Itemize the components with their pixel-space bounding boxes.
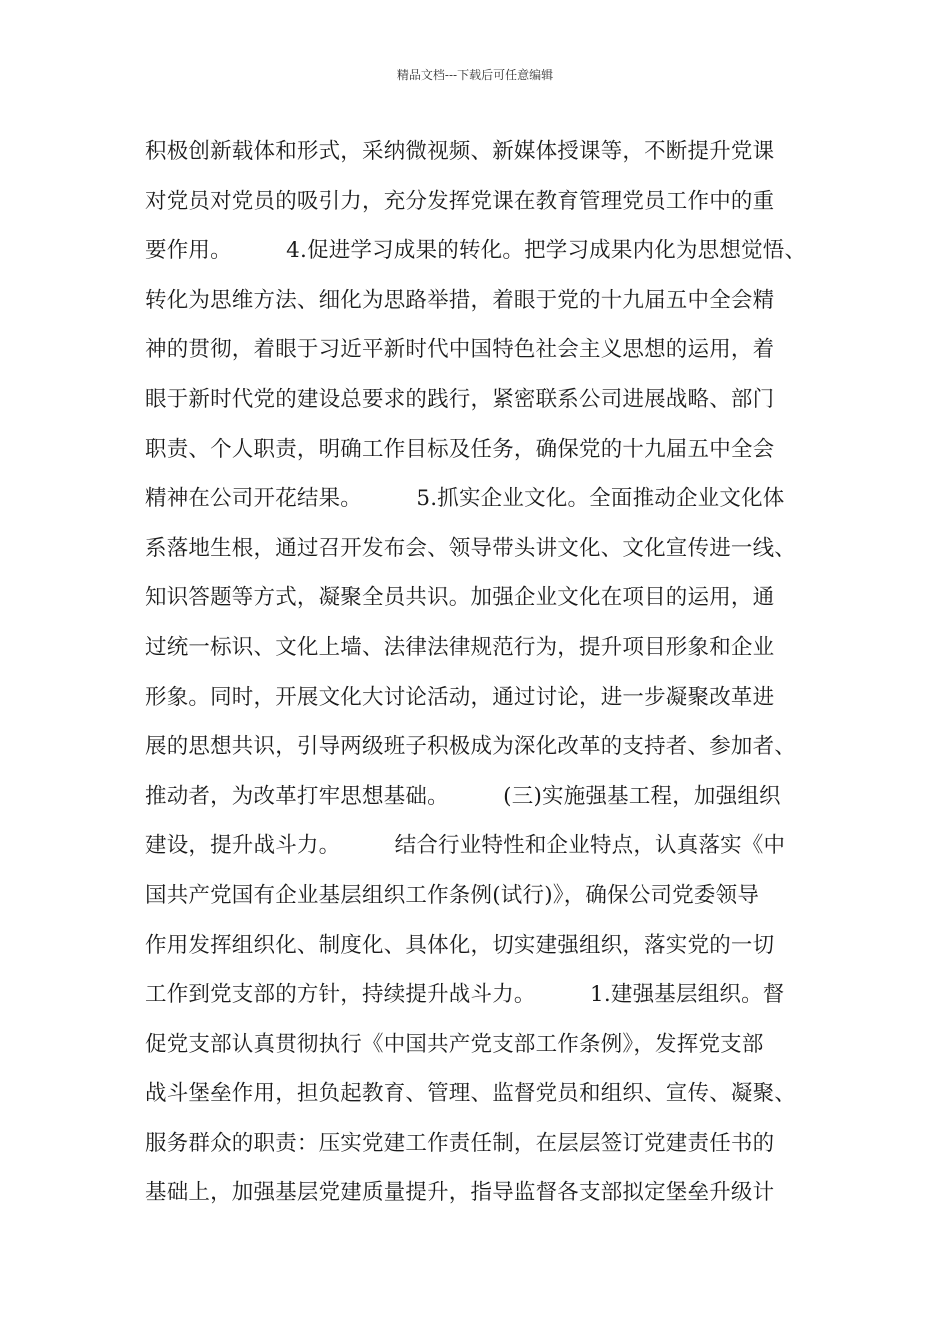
text-line: 神的贯彻，着眼于习近平新时代中国特色社会主义思想的运用，着 [145,337,775,363]
text-line: 系落地生根，通过召开发布会、领导带头讲文化、文化宣传进一线、 [145,535,797,561]
text-line: 展的思想共识，引导两级班子积极成为深化改革的支持者、参加者、 [145,734,797,760]
text-line: 眼于新时代党的建设总要求的践行，紧密联系公司进展战略、部门 [145,386,775,412]
text-line: 过统一标识、文化上墙、法律法律规范行为，提升项目形象和企业 [145,634,775,660]
text-line: 转化为思维方法、细化为思路举措，着眼于党的十九届五中全会精 [145,287,775,313]
text-line: 积极创新载体和形式，采纳微视频、新媒体授课等，不断提升党课 [145,139,775,164]
text-line: 知识答题等方式，凝聚全员共识。加强企业文化在项目的运用，通 [145,585,775,611]
text-line: 职责、个人职责，明确工作目标及任务，确保党的十九届五中全会 [145,436,775,462]
text-line: 工作到党支部的方针，持续提升战斗力。 1.建强基层组织。督 [145,982,785,1008]
text-line: 作用发挥组织化、制度化、具体化，切实建强组织，落实党的一切 [145,932,775,958]
text-line: 推动者，为改革打牢思想基础。 (三)实施强基工程，加强组织 [145,783,781,809]
text-line: 国共产党国有企业基层组织工作条例(试行)》，确保公司党委领导 [145,882,760,908]
text-line: 对党员对党员的吸引力，充分发挥党课在教育管理党员工作中的重 [145,188,775,214]
text-line: 基础上，加强基层党建质量提升，指导监督各支部拟定堡垒升级计 [145,1180,775,1206]
text-line: 精神在公司开花结果。 5.抓实企业文化。全面推动企业文化体 [145,486,785,512]
text-line: 建设，提升战斗力。 结合行业特性和企业特点，认真落实《中 [145,833,786,859]
page-header: 精品文档---下载后可任意编辑 [396,68,554,82]
text-line: 要作用。 4.促进学习成果的转化。把学习成果内化为思想觉悟、 [145,238,807,264]
text-line: 促党支部认真贯彻执行《中国共产党支部工作条例》，发挥党支部 [145,1031,764,1057]
text-line: 战斗堡垒作用，担负起教育、管理、监督党员和组织、宣传、凝聚、 [145,1081,797,1107]
document-body [145,132,815,1223]
text-line: 形象。同时，开展文化大讨论活动，通过讨论，进一步凝聚改革进 [145,684,775,710]
text-line: 服务群众的职责：压实党建工作责任制，在层层签订党建责任书的 [145,1130,775,1156]
